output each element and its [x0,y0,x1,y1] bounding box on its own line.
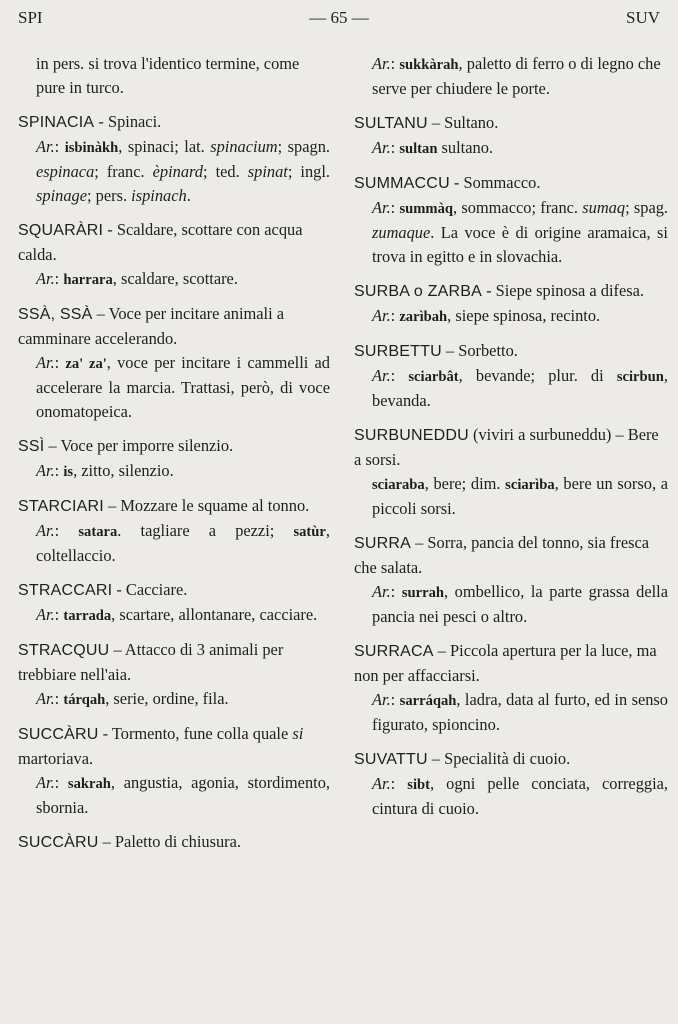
arabic-word: scirbun [616,369,664,385]
entry-surraca: SURRACA – Piccola apertura per la luce, ma non per affacciarsi. Ar.: sarráqah, ladra, data al furto, ed in senso figurato, spioncino. [354,639,668,737]
headword: SUMMACCU [354,175,450,192]
definition: Cacciare. [125,580,188,599]
definition: Spinaci. [107,112,162,131]
arabic-word: za' za' [65,356,107,372]
arabic-word: sakrah [67,776,111,792]
etymology: Ar.: zarìbah, siepe spinosa, recinto. [372,306,601,325]
left-column [18,52,330,865]
etymology: sciaraba, bere; dim. sciarìba, bere un sorso, a piccoli sorsi. [372,474,668,518]
definition: Piccola apertura per la luce, ma non per affacciarsi. [354,641,657,685]
headword: STRACCARI [18,582,113,599]
arabic-word: sukkàrah [399,57,459,73]
entry-sultanu: SULTANU – Sultano. Ar.: sultan sultano. [354,111,668,161]
arabic-word: is [63,464,74,480]
definition: Paletto di chiusura. [114,832,242,851]
headword: SQUARÀRI [18,222,104,239]
headword: SUCCÀRU [18,726,99,743]
entry-stracquu: STRACQUU – Attacco di 3 animali per trebbiare nell'aia. Ar.: tárqah, serie, ordine, fila. [18,638,330,712]
definition: Voce per imporre silenzio. [60,436,234,455]
etymology: Ar.: sultan sultano. [372,138,493,157]
arabic-word: sibt [407,777,431,793]
headword: SSÀ, SSÀ [18,306,93,323]
arabic-word: tárqah [63,692,106,708]
etymology: Ar.: surrah, ombellico, la parte grassa della pancia nei pesci o altro. [372,582,668,626]
definition: Voce per incitare animali a camminare accelerando. [18,304,284,348]
right-column [354,52,668,831]
etymology: Ar.: sakrah, angustia, agonia, stordimento, sbornia. [36,773,330,817]
arabic-word: satara [78,524,118,540]
headword: SUCCÀRU [18,834,99,851]
etymology: Ar.: harrara, scaldare, scottare. [36,269,238,288]
continued-text: Ar.: sukkàrah, paletto di ferro o di legno che serve per chiudere le porte. [372,54,661,98]
headword: SULTANU [354,115,428,132]
entry-squarari: SQUARÀRI - Scaldare, scottare con acqua calda. Ar.: harrara, scaldare, scottare. [18,218,330,292]
headword: STARCIARI [18,498,104,515]
definition: Mozzare le squame al tonno. [120,496,310,515]
entry-surba: SURBA o ZARBA - Siepe spinosa a difesa. Ar.: zarìbah, siepe spinosa, recinto. [354,279,668,329]
entry-spinacia: SPINACIA - Spinaci. Ar.: isbinàkh, spinaci; lat. spinacium; spagn. espinaca; franc. èpinard; ted. spinat; ingl. spinage; pers. ispinach. [18,110,330,208]
definition: Sultano. [444,113,499,132]
arabic-word: sciarbât [408,369,459,385]
etymology: Ar.: sarráqah, ladra, data al furto, ed in senso figurato, spioncino. [372,690,668,734]
etymology: Ar.: sciarbât, bevande; plur. di scirbun, bevanda. [372,366,668,410]
entry-ssi: SSÌ – Voce per imporre silenzio. Ar.: is, zitto, silenzio. [18,434,330,484]
etymology: Ar.: summàq, sommacco; franc. sumaq; spag. zumaque. La voce è di origine aramaica, si trova in egitto e in slovachia. [372,198,669,266]
arabic-word: isbinàkh [64,140,119,156]
headword: SUVATTU [354,751,428,768]
headword: SURBUNEDDU [354,427,469,444]
arabic-word: zarìbah [399,309,448,325]
page-number: — 65 — [309,8,369,27]
entry-surra: SURRA – Sorra, pancia del tonno, sia fresca che salata. Ar.: surrah, ombellico, la parte grassa della pancia nei pesci o altro. [354,531,668,629]
entry-straccari: STRACCARI - Cacciare. Ar.: tarrada, scartare, allontanare, cacciare. [18,578,330,628]
entry-ssa: SSÀ, SSÀ – Voce per incitare animali a camminare accelerando. Ar.: za' za', voce per incitare i cammelli ad accelerare la marcia. Trattasi, però, di voce onomatopeica. [18,302,330,424]
header-left-guideword: SPI [18,8,43,27]
entry-succaru-2: SUCCÀRU – Paletto di chiusura. [18,832,242,851]
page-header [18,8,660,32]
entry-starciari: STARCIARI – Mozzare le squame al tonno. Ar.: satara. tagliare a pezzi; satùr, coltellaccio. [18,494,330,568]
headword: SURRA [354,535,412,552]
header-right-guideword: SUV [625,8,660,27]
headword: SSÌ [18,438,45,455]
definition: Siepe spinosa a difesa. [495,281,645,300]
arabic-word: sultan [399,141,438,157]
headword: STRACQUU [18,642,110,659]
arabic-word: harrara [63,272,113,288]
definition: Sorbetto. [458,341,518,360]
arabic-word: summàq [399,201,454,217]
headword: SURBA o ZARBA [354,283,482,300]
entry-succaru-1: SUCCÀRU - Tormento, fune colla quale si martoriava. Ar.: sakrah, angustia, agonia, stordimento, sbornia. [18,722,330,820]
entry-surbuneddu [354,423,668,521]
headword: SPINACIA [18,114,95,131]
definition: Sommacco. [463,173,541,192]
definition: (viviri a surbuneddu) – Bere a sorsi. [354,425,659,469]
etymology: Ar.: tarrada, scartare, allontanare, cacciare. [36,605,318,624]
etymology: Ar.: satara. tagliare a pezzi; satùr, coltellaccio. [36,521,330,565]
etymology: Ar.: is, zitto, silenzio. [36,461,174,480]
entry-surbettu: SURBETTU – Sorbetto. Ar.: sciarbât, bevande; plur. di scirbun, bevanda. [354,339,668,413]
arabic-word: sciarìba [505,477,555,493]
etymology: Ar.: tárqah, serie, ordine, fila. [36,689,229,708]
etymology: Ar.: sibt, ogni pelle conciata, correggia, cintura di cuoio. [372,774,669,818]
arabic-word: sarráqah [399,693,457,709]
arabic-word: satùr [293,524,326,540]
headword: SURBETTU [354,343,442,360]
entry-summaccu: SUMMACCU - Sommacco. Ar.: summàq, sommacco; franc. sumaq; spag. zumaque. La voce è di origine aramaica, si trova in egitto e in slovachia. [354,171,668,269]
definition: Sorra, pancia del tonno, sia fresca che salata. [354,533,650,577]
definition: Scaldare, scottare con acqua calda. [18,220,303,264]
arabic-word: tarrada [63,608,112,624]
entry-suvattu: SUVATTU – Specialità di cuoio. Ar.: sibt, ogni pelle conciata, correggia, cintura di cuoio. [354,747,668,821]
etymology: Ar.: isbinàkh, spinaci; lat. spinacium; spagn. espinaca; franc. èpinard; ted. spinat; ingl. spinage; pers. ispinach. [36,137,331,205]
arabic-word: surrah [401,585,444,601]
etymology: Ar.: za' za', voce per incitare i cammelli ad accelerare la marcia. Trattasi, però, di voce onomatopeica. [36,353,330,421]
arabic-word: sciaraba [372,477,425,493]
definition: Tormento, fune colla quale si martoriava. [18,724,304,768]
definition: Specialità di cuoio. [444,749,571,768]
headword: SURRACA [354,643,434,660]
definition: Attacco di 3 animali per trebbiare nell'aia. [18,640,284,684]
continued-text: in pers. si trova l'identico termine, come pure in turco. [36,54,300,97]
